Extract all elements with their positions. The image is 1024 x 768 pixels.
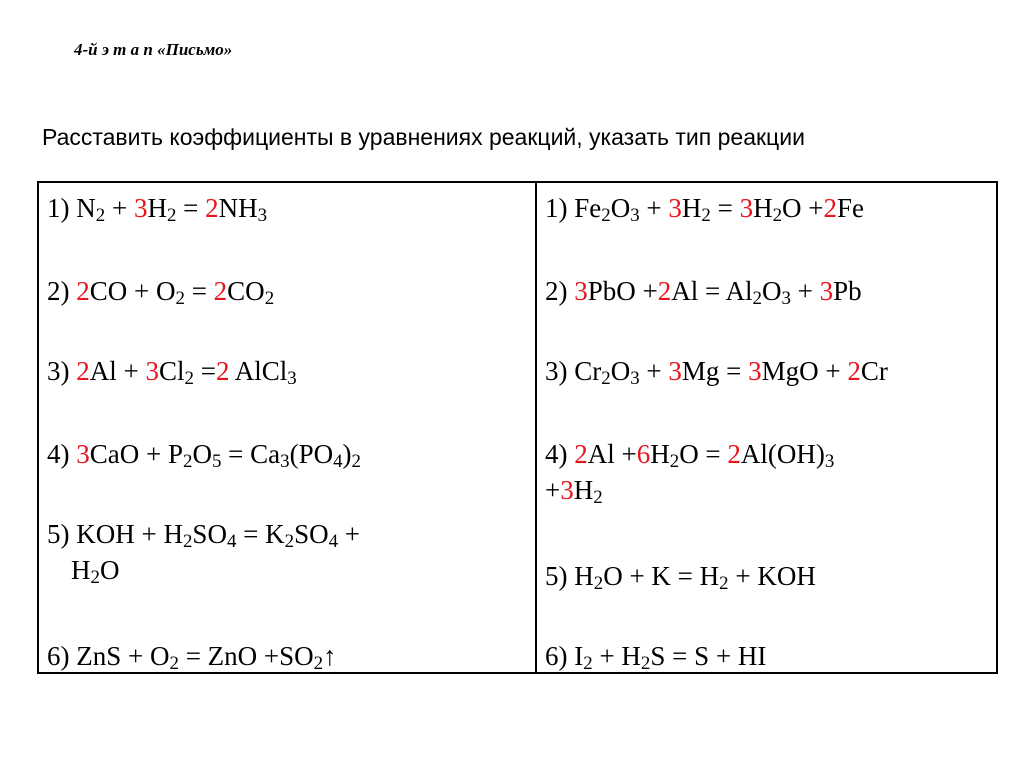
formula-text: H — [573, 475, 594, 505]
equations-column-left — [39, 183, 537, 672]
formula-text: = — [176, 193, 206, 223]
formula-text: 4) — [545, 439, 575, 469]
formula-text: Mg = — [681, 356, 749, 386]
formula-text: 1) N — [47, 193, 96, 223]
equation — [545, 190, 864, 226]
formula-text: O — [99, 555, 120, 585]
subscript: 3 — [630, 367, 640, 389]
formula-text: SO — [294, 519, 329, 549]
equation-line — [47, 276, 275, 309]
formula-text: 3) — [47, 356, 77, 386]
formula-text: 5) H — [545, 561, 594, 591]
equation-line — [545, 641, 767, 674]
formula-text: + — [639, 356, 669, 386]
coefficient: 3 — [574, 276, 588, 306]
formula-text: 2) — [47, 276, 77, 306]
formula-text: O + K = H — [603, 561, 720, 591]
formula-text: Al + — [89, 356, 146, 386]
formula-text: H — [71, 555, 91, 585]
equation-line — [545, 276, 862, 309]
formula-text: O = — [679, 439, 728, 469]
subscript: 2 — [166, 204, 177, 226]
formula-text: + — [545, 475, 561, 505]
formula-text: 6) ZnS + O — [47, 641, 170, 671]
coefficient: 6 — [636, 439, 651, 469]
equation-line — [47, 193, 268, 226]
formula-text: 1) Fe — [545, 193, 602, 223]
equations-column-right — [537, 183, 996, 672]
formula-text: + — [338, 519, 361, 549]
subscript: 3 — [824, 450, 835, 472]
formula-text: H — [147, 193, 167, 223]
coefficient: 2 — [76, 276, 90, 306]
coefficient: 2 — [205, 193, 219, 223]
subscript: 5 — [211, 450, 222, 472]
formula-text: + — [790, 276, 820, 306]
equation-line — [47, 356, 297, 389]
formula-text: + KOH — [728, 561, 816, 591]
equation-line — [545, 193, 865, 226]
formula-text: 4) — [47, 439, 77, 469]
coefficient: 3 — [819, 276, 834, 306]
formula-text: H — [681, 193, 702, 223]
coefficient: 3 — [560, 475, 574, 505]
equation — [47, 190, 267, 226]
subscript: 4 — [226, 530, 237, 552]
subscript: 3 — [630, 204, 640, 226]
coefficient: 3 — [668, 356, 682, 386]
equation — [47, 638, 337, 674]
formula-text: Pb — [833, 276, 862, 306]
subscript: 2 — [182, 450, 193, 472]
equation — [545, 558, 816, 594]
formula-text: = Ca — [221, 439, 281, 469]
subscript: 3 — [287, 367, 297, 389]
formula-text: ) — [342, 439, 352, 469]
coefficient: 2 — [213, 276, 228, 306]
formula-text: O + — [782, 193, 824, 223]
formula-text: = — [710, 193, 740, 223]
formula-text: S = S + HI — [650, 641, 767, 671]
subscript: 4 — [328, 530, 339, 552]
formula-text: H — [650, 439, 670, 469]
coefficient: 3 — [145, 356, 159, 386]
equation-line — [47, 439, 361, 472]
formula-text: H — [753, 193, 773, 223]
subscript: 3 — [280, 450, 290, 472]
coefficient: 2 — [76, 356, 90, 386]
formula-text: SO — [192, 519, 227, 549]
formula-text: 2) — [545, 276, 575, 306]
equation — [545, 638, 766, 674]
equation — [545, 353, 888, 389]
subscript: 2 — [593, 572, 604, 594]
subscript: 2 — [772, 204, 783, 226]
formula-text: Cr — [860, 356, 888, 386]
stage-title: 4-й э т а п «Письмо» — [74, 40, 233, 59]
formula-text: = — [193, 356, 216, 386]
formula-text: = ZnO +SO — [178, 641, 314, 671]
subscript: 2 — [184, 367, 194, 389]
formula-text: 6) I — [545, 641, 584, 671]
formula-text: Fe — [837, 193, 865, 223]
equation — [545, 436, 834, 508]
formula-text: 5) KOH + H — [47, 519, 183, 549]
subscript: 2 — [313, 652, 324, 674]
formula-text: ↑ — [323, 641, 337, 671]
formula-text: Cl — [158, 356, 185, 386]
coefficient: 3 — [739, 193, 754, 223]
coefficient: 3 — [133, 193, 148, 223]
subscript: 2 — [284, 530, 295, 552]
coefficient: 3 — [668, 193, 682, 223]
coefficient: 2 — [657, 276, 672, 306]
subscript: 4 — [333, 450, 343, 472]
subscript: 2 — [95, 204, 106, 226]
equation-continuation — [47, 552, 360, 588]
formula-text: O — [192, 439, 212, 469]
subscript: 3 — [781, 287, 791, 309]
equation — [47, 436, 361, 472]
formula-text: = K — [236, 519, 285, 549]
formula-text: + — [105, 193, 134, 223]
formula-text: = — [184, 276, 214, 306]
subscript: 2 — [601, 204, 611, 226]
subscript: 2 — [583, 652, 593, 674]
formula-text: O — [610, 193, 631, 223]
coefficient: 2 — [574, 439, 588, 469]
formula-text: AlCl — [229, 356, 288, 386]
subscript: 2 — [593, 486, 603, 508]
coefficient: 2 — [727, 439, 741, 469]
formula-text: NH — [218, 193, 258, 223]
equation-continuation — [545, 472, 834, 508]
equation — [47, 353, 297, 389]
equations-table — [37, 181, 998, 674]
coefficient: 2 — [215, 356, 230, 386]
subscript: 2 — [719, 572, 729, 594]
equation — [47, 516, 360, 588]
equation — [47, 273, 274, 309]
coefficient: 2 — [823, 193, 838, 223]
formula-text: + — [639, 193, 669, 223]
equation-line — [47, 519, 361, 552]
subscript: 2 — [701, 204, 711, 226]
coefficient: 3 — [748, 356, 762, 386]
equation-line — [47, 641, 337, 674]
formula-text: + H — [592, 641, 641, 671]
subscript: 2 — [351, 450, 361, 472]
subscript: 2 — [669, 450, 680, 472]
formula-text: CO + O — [89, 276, 176, 306]
formula-text: Al(OH) — [740, 439, 825, 469]
formula-text: MgO + — [761, 356, 848, 386]
formula-text: 3) Cr — [545, 356, 602, 386]
subscript: 2 — [175, 287, 185, 309]
formula-text: CaO + P — [89, 439, 183, 469]
subscript: 3 — [257, 204, 268, 226]
formula-text: O — [610, 356, 631, 386]
equation-line — [545, 439, 835, 472]
equation-line — [545, 561, 816, 594]
formula-text: O — [761, 276, 782, 306]
task-instruction: Расставить коэффициенты в уравнениях реакций, указать тип реакции — [42, 124, 805, 150]
subscript: 2 — [169, 652, 179, 674]
subscript: 2 — [90, 566, 100, 588]
formula-text: (PO — [289, 439, 334, 469]
formula-text: CO — [227, 276, 265, 306]
subscript: 2 — [640, 652, 651, 674]
subscript: 2 — [182, 530, 193, 552]
coefficient: 3 — [76, 439, 90, 469]
equation-line — [545, 356, 888, 389]
subscript: 2 — [601, 367, 611, 389]
subscript: 2 — [752, 287, 762, 309]
equation — [545, 273, 862, 309]
formula-text: PbO + — [587, 276, 658, 306]
coefficient: 2 — [847, 356, 861, 386]
formula-text: Al + — [587, 439, 637, 469]
formula-text: Al = Al — [671, 276, 753, 306]
subscript: 2 — [264, 287, 275, 309]
